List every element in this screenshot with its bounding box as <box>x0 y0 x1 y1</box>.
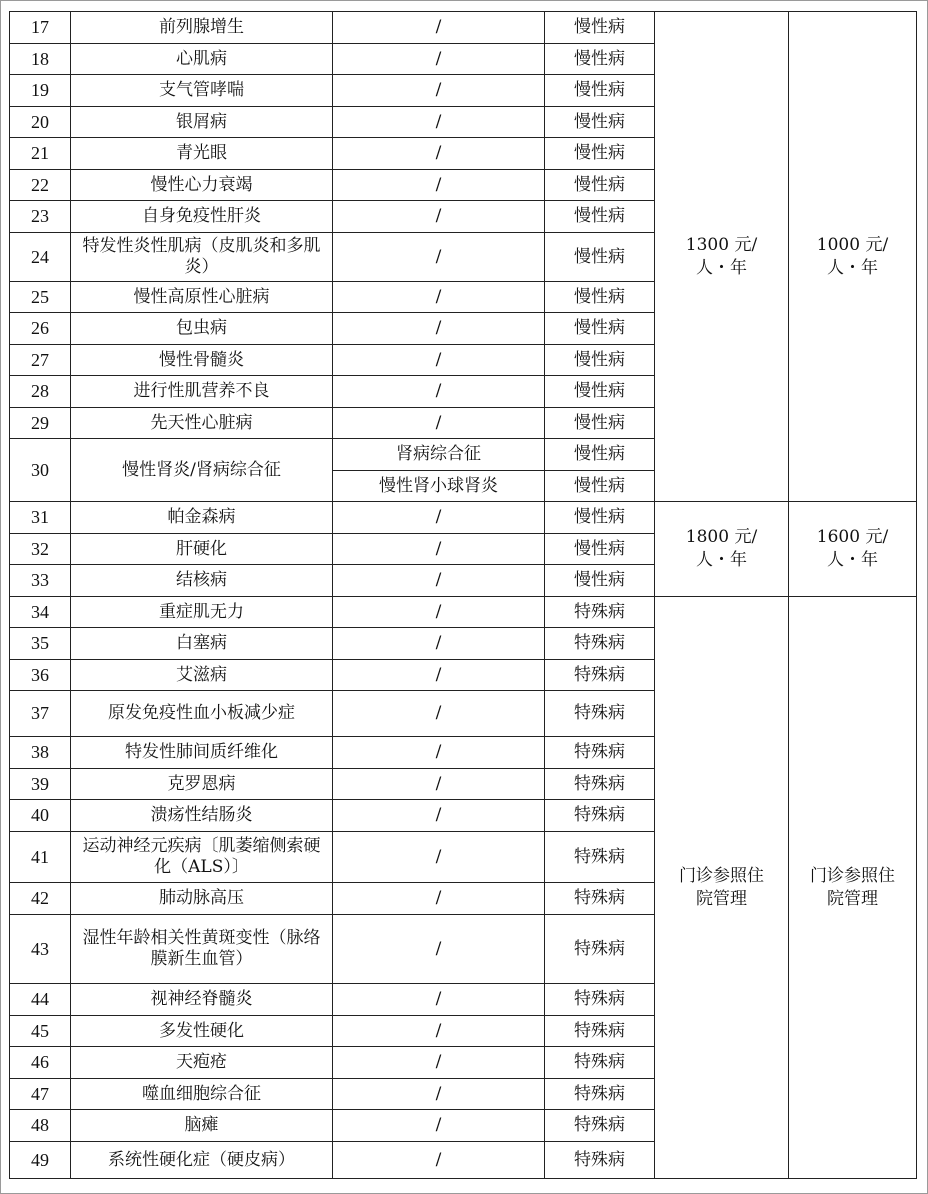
row-number: 26 <box>10 313 71 345</box>
disease-name: 青光眼 <box>71 138 333 170</box>
sub-type: / <box>333 565 545 597</box>
disease-category: 特殊病 <box>545 691 655 737</box>
sub-type: / <box>333 12 545 44</box>
limit-cell-b <box>789 502 917 597</box>
row-number: 18 <box>10 44 71 75</box>
disease-category: 慢性病 <box>545 44 655 75</box>
disease-name: 支气管哮喘 <box>71 75 333 107</box>
sub-type: / <box>333 282 545 313</box>
row-number: 27 <box>10 345 71 376</box>
disease-name: 噬血细胞综合征 <box>71 1079 333 1110</box>
row-number: 40 <box>10 800 71 832</box>
disease-category: 慢性病 <box>545 471 655 502</box>
disease-table <box>9 11 917 1179</box>
sub-type: / <box>333 1047 545 1079</box>
sub-type: / <box>333 376 545 408</box>
disease-category: 特殊病 <box>545 915 655 984</box>
sub-type: / <box>333 44 545 75</box>
limit-text: 1300 元/人・年 <box>685 234 758 278</box>
row-number: 25 <box>10 282 71 313</box>
sub-type: / <box>333 915 545 984</box>
sub-type: / <box>333 660 545 691</box>
sub-type: / <box>333 534 545 565</box>
limit-text: 1000 元/人・年 <box>816 234 889 278</box>
disease-category: 慢性病 <box>545 170 655 201</box>
disease-category: 慢性病 <box>545 439 655 471</box>
disease-name: 溃疡性结肠炎 <box>71 800 333 832</box>
disease-category: 特殊病 <box>545 1142 655 1179</box>
disease-name: 肝硬化 <box>71 534 333 565</box>
disease-name: 湿性年龄相关性黄斑变性（脉络膜新生血管） <box>71 915 333 984</box>
sub-type: / <box>333 313 545 345</box>
disease-category: 特殊病 <box>545 832 655 883</box>
disease-category: 慢性病 <box>545 376 655 408</box>
disease-name: 系统性硬化症（硬皮病） <box>71 1142 333 1179</box>
disease-category: 特殊病 <box>545 597 655 628</box>
disease-category: 特殊病 <box>545 984 655 1016</box>
row-number: 28 <box>10 376 71 408</box>
disease-category: 特殊病 <box>545 769 655 800</box>
row-number: 49 <box>10 1142 71 1179</box>
sub-type: / <box>333 691 545 737</box>
row-number: 36 <box>10 660 71 691</box>
disease-name: 慢性心力衰竭 <box>71 170 333 201</box>
sub-type: / <box>333 170 545 201</box>
limit-cell-b <box>789 597 917 1179</box>
disease-name: 帕金森病 <box>71 502 333 534</box>
sub-type: / <box>333 832 545 883</box>
disease-name: 结核病 <box>71 565 333 597</box>
disease-name: 先天性心脏病 <box>71 408 333 439</box>
sub-type: / <box>333 769 545 800</box>
sub-type: / <box>333 233 545 282</box>
row-number: 33 <box>10 565 71 597</box>
disease-category: 特殊病 <box>545 800 655 832</box>
disease-name: 特发性炎性肌病（皮肌炎和多肌炎） <box>71 233 333 282</box>
row-number: 22 <box>10 170 71 201</box>
disease-name: 重症肌无力 <box>71 597 333 628</box>
sub-type: / <box>333 138 545 170</box>
sub-type: / <box>333 984 545 1016</box>
sub-type: / <box>333 1016 545 1047</box>
limit-cell-a <box>655 597 789 1179</box>
row-number: 42 <box>10 883 71 915</box>
sub-type: / <box>333 597 545 628</box>
row-number: 41 <box>10 832 71 883</box>
disease-category: 慢性病 <box>545 408 655 439</box>
disease-name: 艾滋病 <box>71 660 333 691</box>
table-row <box>10 12 917 44</box>
disease-category: 特殊病 <box>545 1110 655 1142</box>
row-number: 35 <box>10 628 71 660</box>
limit-text: 门诊参照住院管理 <box>679 865 764 909</box>
limit-text: 门诊参照住院管理 <box>810 865 895 909</box>
disease-category: 特殊病 <box>545 883 655 915</box>
sub-type: / <box>333 201 545 233</box>
row-number: 21 <box>10 138 71 170</box>
disease-name: 白塞病 <box>71 628 333 660</box>
disease-category: 慢性病 <box>545 282 655 313</box>
disease-name: 肺动脉高压 <box>71 883 333 915</box>
row-number: 34 <box>10 597 71 628</box>
disease-name: 特发性肺间质纤维化 <box>71 737 333 769</box>
limit-text: 1800 元/人・年 <box>685 527 758 570</box>
sub-type: / <box>333 628 545 660</box>
disease-name: 视神经脊髓炎 <box>71 984 333 1016</box>
row-number: 45 <box>10 1016 71 1047</box>
disease-category: 慢性病 <box>545 345 655 376</box>
sub-type: / <box>333 75 545 107</box>
sub-type: / <box>333 883 545 915</box>
sub-type: / <box>333 1142 545 1179</box>
sub-type: 肾病综合征 <box>333 439 545 471</box>
disease-name: 天疱疮 <box>71 1047 333 1079</box>
row-number: 47 <box>10 1079 71 1110</box>
disease-name: 慢性骨髓炎 <box>71 345 333 376</box>
disease-name: 多发性硬化 <box>71 1016 333 1047</box>
disease-category: 慢性病 <box>545 12 655 44</box>
disease-category: 特殊病 <box>545 628 655 660</box>
sub-type: / <box>333 107 545 138</box>
disease-category: 特殊病 <box>545 1047 655 1079</box>
sub-type: / <box>333 1079 545 1110</box>
disease-name: 慢性高原性心脏病 <box>71 282 333 313</box>
row-number: 24 <box>10 233 71 282</box>
disease-category: 特殊病 <box>545 1016 655 1047</box>
disease-category: 特殊病 <box>545 660 655 691</box>
disease-category: 慢性病 <box>545 313 655 345</box>
disease-category: 慢性病 <box>545 107 655 138</box>
row-number: 39 <box>10 769 71 800</box>
disease-category: 慢性病 <box>545 233 655 282</box>
disease-category: 慢性病 <box>545 502 655 534</box>
disease-name: 原发免疫性血小板减少症 <box>71 691 333 737</box>
row-number: 29 <box>10 408 71 439</box>
row-number: 31 <box>10 502 71 534</box>
disease-name: 银屑病 <box>71 107 333 138</box>
disease-category: 慢性病 <box>545 75 655 107</box>
row-number: 19 <box>10 75 71 107</box>
disease-name: 慢性肾炎/肾病综合征 <box>71 439 333 502</box>
sub-type: / <box>333 1110 545 1142</box>
disease-category: 慢性病 <box>545 201 655 233</box>
limit-text: 1600 元/人・年 <box>816 527 889 570</box>
row-number: 46 <box>10 1047 71 1079</box>
disease-name: 运动神经元疾病〔肌萎缩侧索硬化（ALS）〕 <box>71 832 333 883</box>
disease-name: 进行性肌营养不良 <box>71 376 333 408</box>
sub-type: 慢性肾小球肾炎 <box>333 471 545 502</box>
row-number: 30 <box>10 439 71 502</box>
limit-cell-a <box>655 502 789 597</box>
row-number: 23 <box>10 201 71 233</box>
row-number: 17 <box>10 12 71 44</box>
limit-cell-a <box>655 12 789 502</box>
sub-type: / <box>333 408 545 439</box>
sub-type: / <box>333 345 545 376</box>
disease-category: 特殊病 <box>545 1079 655 1110</box>
row-number: 37 <box>10 691 71 737</box>
row-number: 44 <box>10 984 71 1016</box>
disease-name: 前列腺增生 <box>71 12 333 44</box>
disease-category: 慢性病 <box>545 565 655 597</box>
table-row <box>10 502 917 534</box>
disease-category: 慢性病 <box>545 534 655 565</box>
row-number: 38 <box>10 737 71 769</box>
table-row <box>10 597 917 628</box>
row-number: 48 <box>10 1110 71 1142</box>
limit-cell-b <box>789 12 917 502</box>
row-number: 20 <box>10 107 71 138</box>
disease-name: 脑瘫 <box>71 1110 333 1142</box>
disease-name: 自身免疫性肝炎 <box>71 201 333 233</box>
disease-category: 慢性病 <box>545 138 655 170</box>
row-number: 43 <box>10 915 71 984</box>
disease-category: 特殊病 <box>545 737 655 769</box>
disease-name: 包虫病 <box>71 313 333 345</box>
sub-type: / <box>333 737 545 769</box>
sub-type: / <box>333 502 545 534</box>
disease-name: 心肌病 <box>71 44 333 75</box>
disease-name: 克罗恩病 <box>71 769 333 800</box>
sub-type: / <box>333 800 545 832</box>
row-number: 32 <box>10 534 71 565</box>
